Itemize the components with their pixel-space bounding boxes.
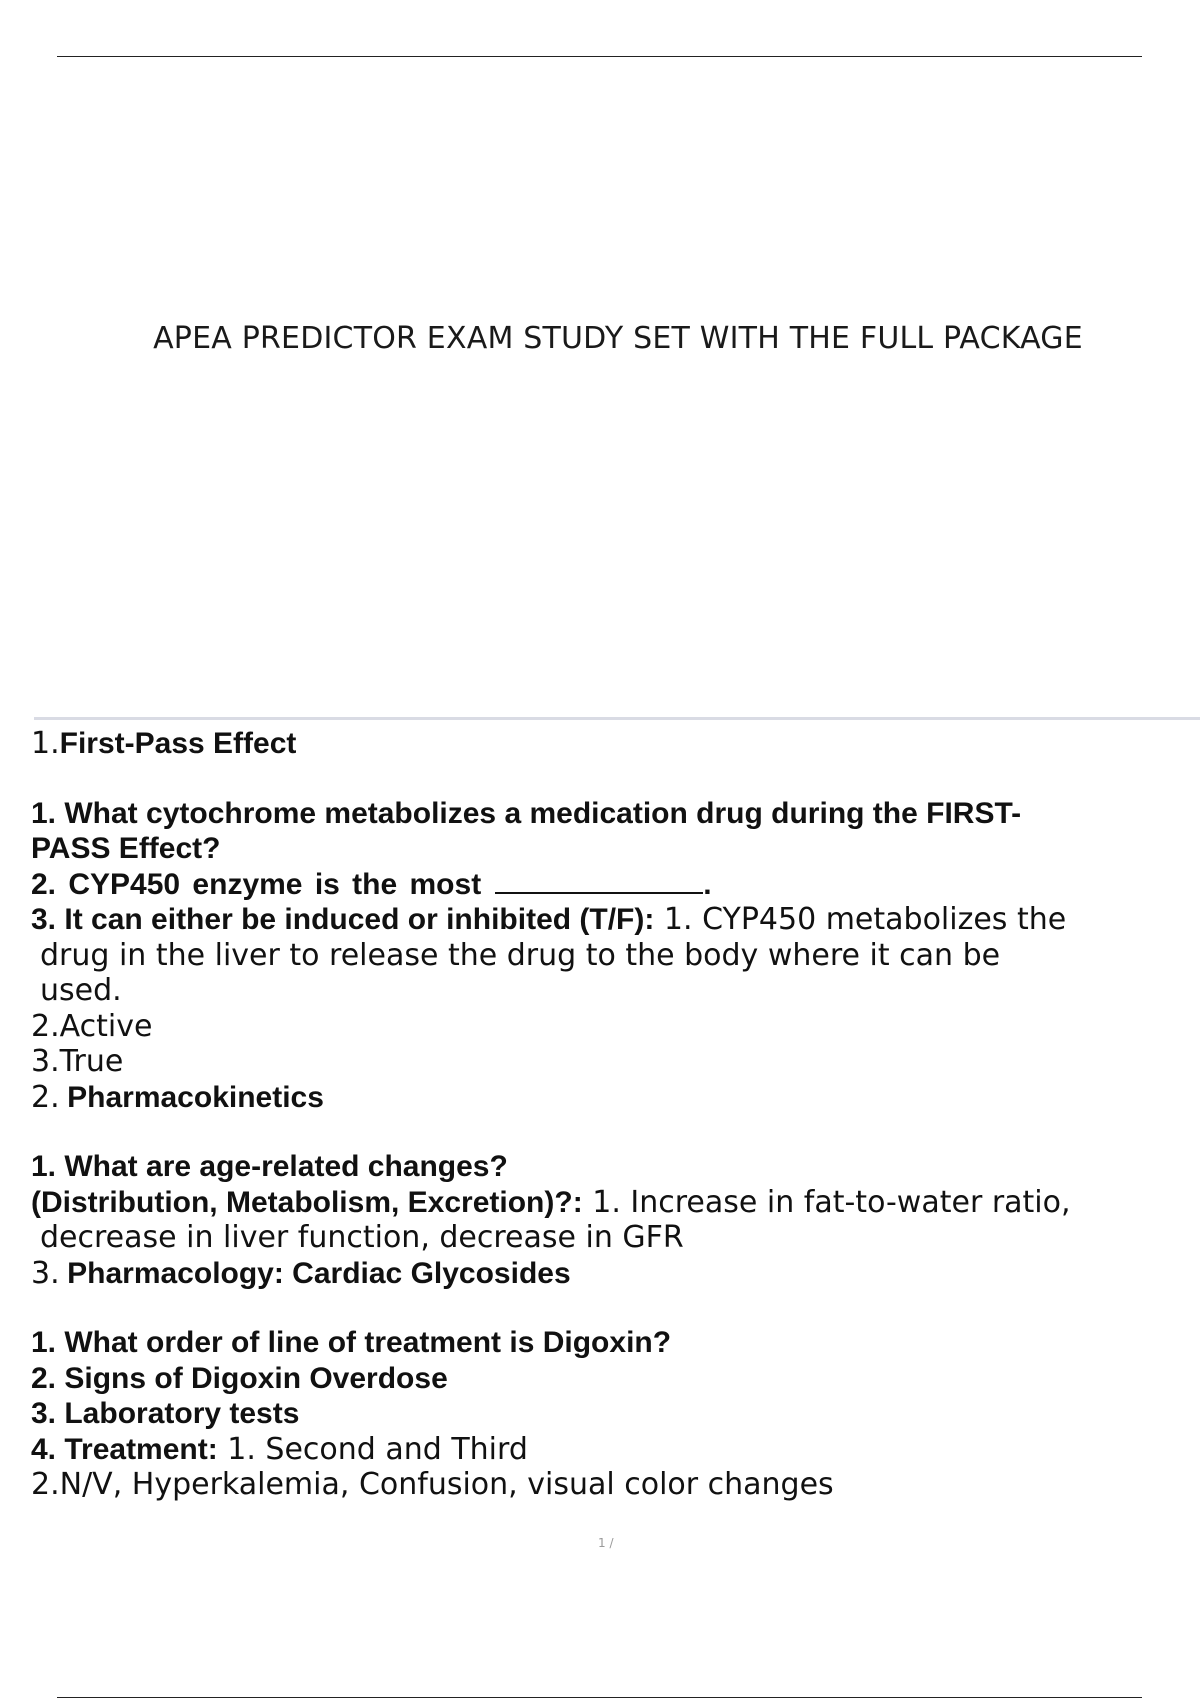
bottom-rule [57,1697,1142,1698]
answer-line: decrease in liver function, decrease in GFR [40,1220,684,1255]
question-line: 1. What order of line of treatment is Digoxin? [31,1326,672,1359]
item-number: 1. [31,726,60,761]
answer-text: 1. CYP450 metabolizes the [654,902,1067,937]
answer-line: 2.Active [31,1008,153,1044]
question-answer-line: 4. Treatment: 1. Second and Third [31,1431,528,1467]
item-heading: First-Pass Effect [59,727,297,760]
item-heading: Pharmacokinetics [67,1080,324,1114]
answer-line: used. [40,973,122,1008]
flashcard-list [31,726,1191,1503]
answer-line: 3.True [31,1044,124,1079]
list-item-heading [31,1256,1191,1292]
question-line: PASS Effect? [31,832,221,865]
page-number: 1 / [598,1536,614,1550]
question-line: 2. CYP450 enzyme is the most . [31,867,712,901]
list-item-heading [31,726,1191,762]
answer-text: 1. Increase in fat-to-water ratio, [582,1184,1071,1220]
section-divider [34,717,1200,720]
question-answer-line: 3. It can either be induced or inhibited (T/F): 1. CYP450 metabolizes the [31,902,1067,937]
answer-line: 2.N/V, Hyperkalemia, Confusion, visual color changes [31,1467,834,1502]
list-item-heading [31,1080,1191,1116]
question-answer-line: (Distribution, Metabolism, Excretion)?: 1. Increase in fat-to-water ratio, [31,1184,1071,1220]
item-number: 2. [31,1079,60,1115]
question-line: 2. Signs of Digoxin Overdose [31,1361,448,1395]
fill-in-blank [495,868,703,894]
document-title: APEA PREDICTOR EXAM STUDY SET WITH THE FULL PACKAGE [153,321,1083,356]
answer-text: 1. Second and Third [217,1431,528,1467]
item-heading: Pharmacology: Cardiac Glycosides [67,1256,571,1290]
answer-line: drug in the liver to release the drug to the body where it can be [40,937,1001,973]
question-line: 1. What cytochrome metabolizes a medication drug during the FIRST- [31,796,1022,830]
item-number: 3. [31,1255,60,1291]
top-rule [57,56,1142,57]
question-line: 3. Laboratory tests [31,1397,300,1430]
question-line: 1. What are age-related changes? [31,1150,508,1183]
